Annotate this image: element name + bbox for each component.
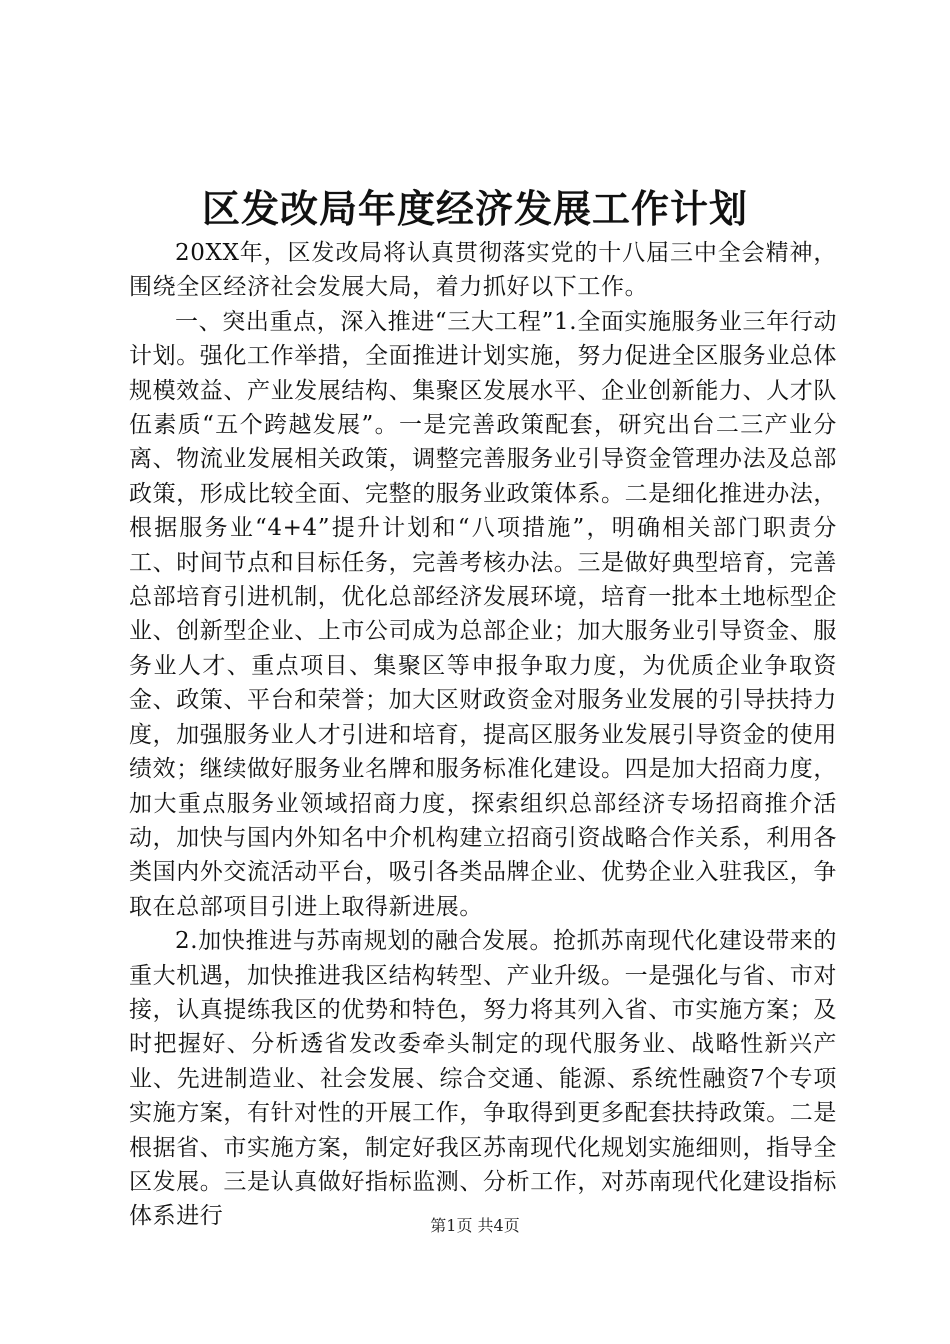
page-number-footer: 第1页 共4页 xyxy=(430,1216,520,1235)
document-body xyxy=(129,236,837,1234)
paragraph-section-1: 一、突出重点，深入推进“三大工程”1.全面实施服务业三年行动计划。强化工作举措，全面推进计划实施，努力促进全区服务业总体规模效益、产业发展结构、集聚区发展水平、企业创新能力、人才队伍素质“五个跨越发展”。一是完善政策配套，研究出台二三产业分离、物流业发展相关政策，调整完善服务业引导资金管理办法及总部政策，形成比较全面、完整的服务业政策体系。二是细化推进办法，根据服务业“4+4”提升计划和“八项措施”，明确相关部门职责分工、时间节点和目标任务，完善考核办法。三是做好典型培育，完善总部培育引进机制，优化总部经济发展环境，培育一批本土地标型企业、创新型企业、上市公司成为总部企业；加大服务业引导资金、服务业人才、重点项目、集聚区等申报争取力度，为优质企业争取资金、政策、平台和荣誉；加大区财政资金对服务业发展的引导扶持力度，加强服务业人才引进和培育，提高区服务业发展引导资金的使用绩效；继续做好服务业名牌和服务标准化建设。四是加大招商力度，加大重点服务业领域招商力度，探索组织总部经济专场招商推介活动，加快与国内外知名中介机构建立招商引资战略合作关系，利用各类国内外交流活动平台，吸引各类品牌企业、优势企业入驻我区，争取在总部项目引进上取得新进展。 xyxy=(129,308,837,920)
document-title: 区发改局年度经济发展工作计划 xyxy=(201,186,748,231)
paragraph-section-2: 2.加快推进与苏南规划的融合发展。抢抓苏南现代化建设带来的重大机遇，加快推进我区结构转型、产业升级。一是强化与省、市对接，认真提练我区的优势和特色，努力将其列入省、市实施方案；及时把握好、分析透省发改委牵头制定的现代服务业、战略性新兴产业、先进制造业、社会发展、综合交通、能源、系统性融资7个专项实施方案，有针对性的开展工作，争取得到更多配套扶持政策。二是根据省、市实施方案，制定好我区苏南现代化规划实施细则，指导全区发展。三是认真做好指标监测、分析工作，对苏南现代化建设指标体系进行 xyxy=(129,928,837,1230)
paragraph-intro: 20XX年，区发改局将认真贯彻落实党的十八届三中全会精神，围绕全区经济社会发展大局，着力抓好以下工作。 xyxy=(129,240,837,301)
